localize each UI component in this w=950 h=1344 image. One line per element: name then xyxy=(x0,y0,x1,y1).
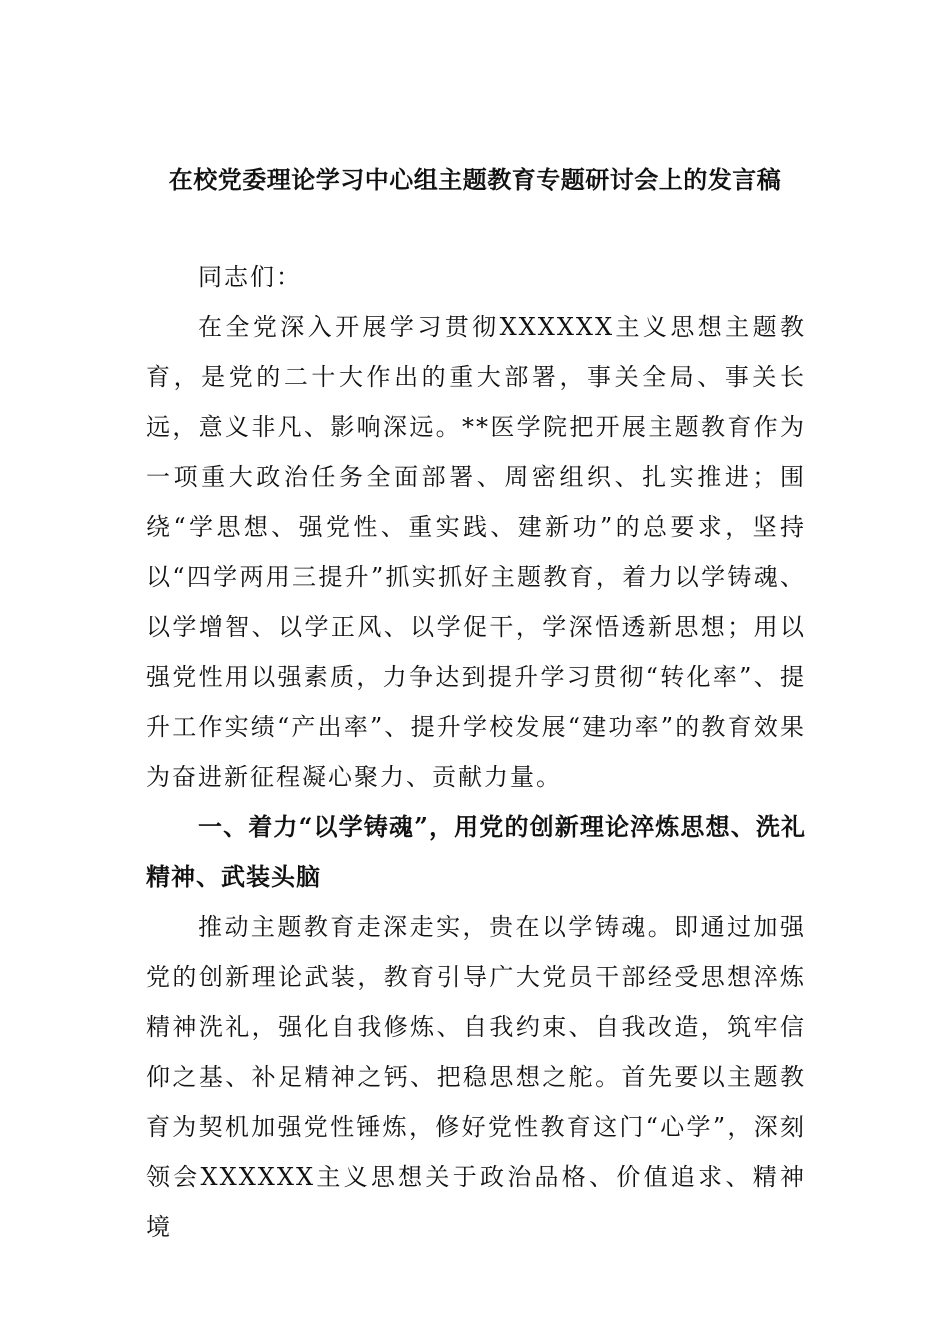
document-title: 在校党委理论学习中心组主题教育专题研讨会上的发言稿 xyxy=(168,165,782,194)
intro-paragraph: 在全党深入开展学习贯彻XXXXXX主义思想主题教育，是党的二十大作出的重大部署，事关全局、事关长远，意义非凡、影响深远。**医学院把开展主题教育作为一项重大政治任务全面部署、周密组织、扎实推进；围绕“学思想、强党性、重实践、建新功”的总要求，坚持以“四学两用三提升”抓实抓好主题教育，着力以学铸魂、以学增智、以学正风、以学促干，学深悟透新思想；用以强党性用以强素质，力争达到提升学习贯彻“转化率”、提升工作实绩“产出率”、提升学校发展“建功率”的教育效果为奋进新征程凝心聚力、贡献力量。 xyxy=(146,313,806,791)
section-heading: 一、着力“以学铸魂”，用党的创新理论淬炼思想、洗礼精神、武装头脑 xyxy=(146,812,806,891)
section-paragraph: 推动主题教育走深走实，贵在以学铸魂。即通过加强党的创新理论武装，教育引导广大党员干部经受思想淬炼精神洗礼，强化自我修炼、自我约束、自我改造，筑牢信仰之基、补足精神之钙、把稳思想之舵。首先要以主题教育为契机加强党性锤炼，修好党性教育这门“心学”，深刻领会XXXXXX主义思想关于政治品格、价值追求、精神境 xyxy=(146,913,806,1241)
salutation: 同志们： xyxy=(198,263,302,291)
document-body xyxy=(146,252,806,1252)
